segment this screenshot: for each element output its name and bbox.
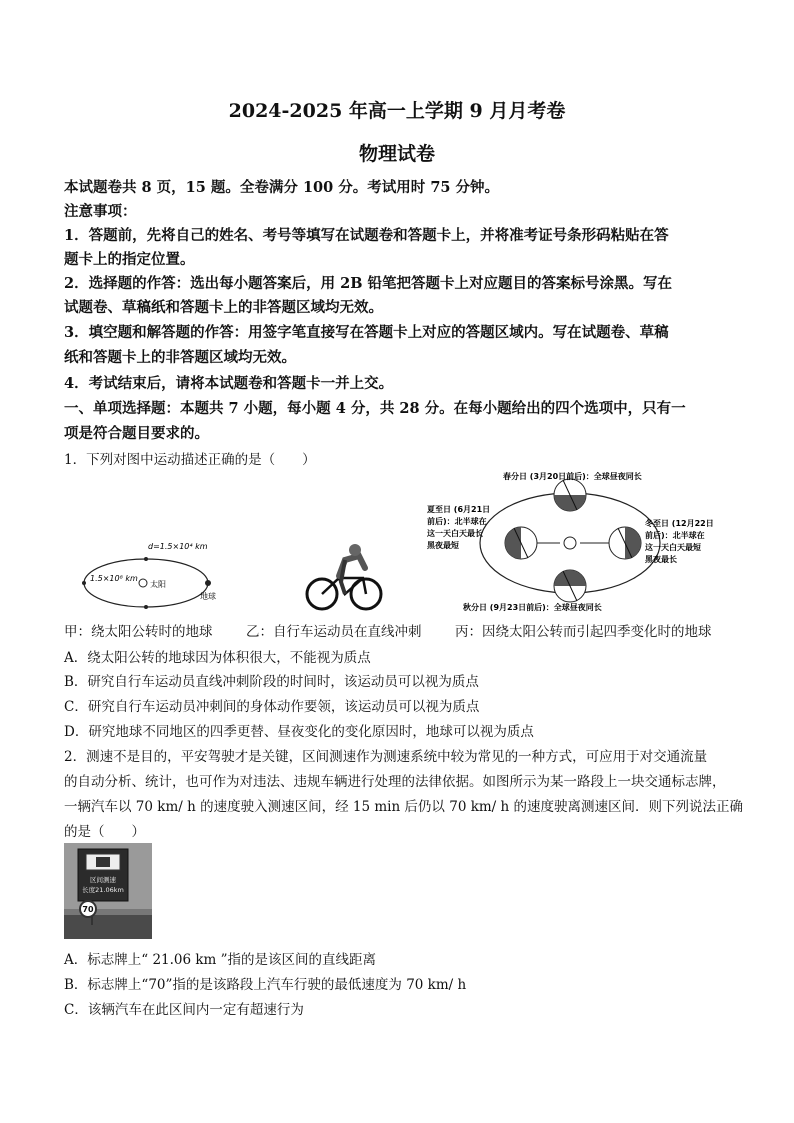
q1-option-a: A．绕太阳公转的地球因为体积很大，不能视为质点 — [64, 650, 371, 666]
page-title: 2024-2025 年高一上学期 9 月月考卷 — [228, 100, 566, 122]
question-2-stem: 的是（ ） — [64, 824, 145, 840]
note-line: 1．答题前，先将自己的姓名、考号等填写在试题卷和答题卡上，并将准考证号条形码粘贴在答 — [64, 227, 669, 244]
distance-label: d=1.5×10⁴ km — [148, 542, 208, 551]
rider-helmet-icon — [349, 544, 361, 556]
question-2-stem: 2．测速不是目的，平安驾驶才是关键，区间测速作为测速系统中较为常见的一种方式，可应用于对交通流量 — [64, 749, 708, 765]
spring-label: 春分日 (3月20日前后)：全球昼夜同长 — [503, 472, 642, 481]
orbit-figure — [78, 535, 218, 615]
seasons-figure — [425, 468, 725, 614]
q2-option-b: B．标志牌上“70”指的是该路段上汽车行驶的最低速度为 70 km/ h — [64, 977, 467, 993]
q2-option-c: C．该辆汽车在此区间内一定有超速行为 — [64, 1002, 304, 1018]
section-heading: 项是符合题目要求的。 — [64, 425, 209, 442]
notes-heading: 注意事项： — [64, 203, 137, 220]
q1-option-b: B．研究自行车运动员直线冲刺阶段的时间时，该运动员可以视为质点 — [64, 674, 479, 690]
orbit-point-icon — [144, 557, 148, 561]
q2-option-a: A．标志牌上“ 21.06 km ”指的是该区间的直线距离 — [64, 952, 377, 968]
winter-label: 前后)：北半球在 — [645, 531, 705, 540]
winter-label: 冬至日 (12月22日 — [645, 519, 714, 528]
note-line: 试题卷、草稿纸和答题卡上的非答题区域均无效。 — [64, 299, 383, 316]
sun-icon — [564, 537, 576, 549]
orbit-point-icon — [144, 605, 148, 609]
note-line: 题卡上的指定位置。 — [64, 251, 195, 268]
page-subtitle: 物理试卷 — [358, 143, 435, 165]
road-sign-photo — [64, 843, 152, 939]
globe-summer-icon — [505, 527, 537, 559]
note-line: 3．填空题和解答题的作答：用签字笔直接写在答题卡上对应的答题区域内。写在试题卷、草稿 — [64, 324, 669, 341]
globe-spring-icon — [554, 479, 586, 511]
earth-icon — [205, 580, 211, 586]
summer-label: 夏至日 (6月21日 — [427, 505, 491, 514]
question-2-stem: 一辆汽车以 70 km/ h 的速度驶入测速区间，经 15 min 后仍以 70 km/ h 的速度驶离测速区间．则下列说法正确 — [64, 799, 744, 815]
caption-bing: 丙：因绕太阳公转而引起四季变化时的地球 — [455, 624, 712, 640]
earth-label: 地球 — [200, 592, 216, 601]
sun-icon — [139, 579, 147, 587]
globe-winter-icon — [609, 527, 641, 559]
sign-line-1: 区间测速 — [90, 876, 116, 884]
globe-autumn-icon — [554, 570, 586, 602]
autumn-label: 秋分日 (9月23日前后)：全球昼夜同长 — [463, 603, 602, 612]
caption-jia: 甲：绕太阳公转时的地球 — [64, 624, 213, 640]
summer-label: 黑夜最短 — [427, 541, 459, 550]
radius-label: 1.5×10⁸ km — [90, 574, 138, 583]
note-line: 2．选择题的作答：选出每小题答案后，用 2B 铅笔把答题卡上对应题目的答案标号涂黑。写在 — [64, 275, 673, 292]
speed-limit-value: 70 — [82, 905, 94, 914]
sign-line-2: 长度21.06km — [82, 886, 124, 894]
winter-label: 这一天白天最短 — [645, 543, 701, 552]
note-line: 纸和答题卡上的非答题区域均无效。 — [64, 349, 296, 366]
orbit-point-icon — [82, 581, 86, 585]
question-1-stem: 1．下列对图中运动描述正确的是（ ） — [64, 452, 316, 468]
question-2-stem: 的自动分析、统计，也可作为对违法、违规车辆进行处理的法律依据。如图所示为某一路段上一块交通标志牌， — [64, 774, 726, 790]
summer-label: 这一天白天最长 — [427, 529, 483, 538]
exam-summary: 本试题卷共 8 页，15 题。全卷满分 100 分。考试用时 75 分钟。 — [64, 179, 500, 196]
sun-label: 太阳 — [150, 580, 166, 589]
orbit-ellipse — [84, 559, 208, 607]
note-line: 4．考试结束后，请将本试题卷和答题卡一并上交。 — [64, 375, 394, 392]
winter-label: 黑夜最长 — [645, 555, 677, 564]
caption-yi: 乙：自行车运动员在直线冲刺 — [246, 624, 422, 640]
cyclist-figure — [305, 542, 385, 614]
summer-label: 前后)：北半球在 — [427, 517, 487, 526]
q1-option-c: C．研究自行车运动员冲刺间的身体动作要领，该运动员可以视为质点 — [64, 699, 480, 715]
q1-option-d: D．研究地球不同地区的四季更替、昼夜变化的变化原因时，地球可以视为质点 — [64, 724, 534, 740]
section-heading: 一、单项选择题：本题共 7 小题，每小题 4 分，共 28 分。在每小题给出的四个选项中，只有一 — [64, 400, 686, 417]
